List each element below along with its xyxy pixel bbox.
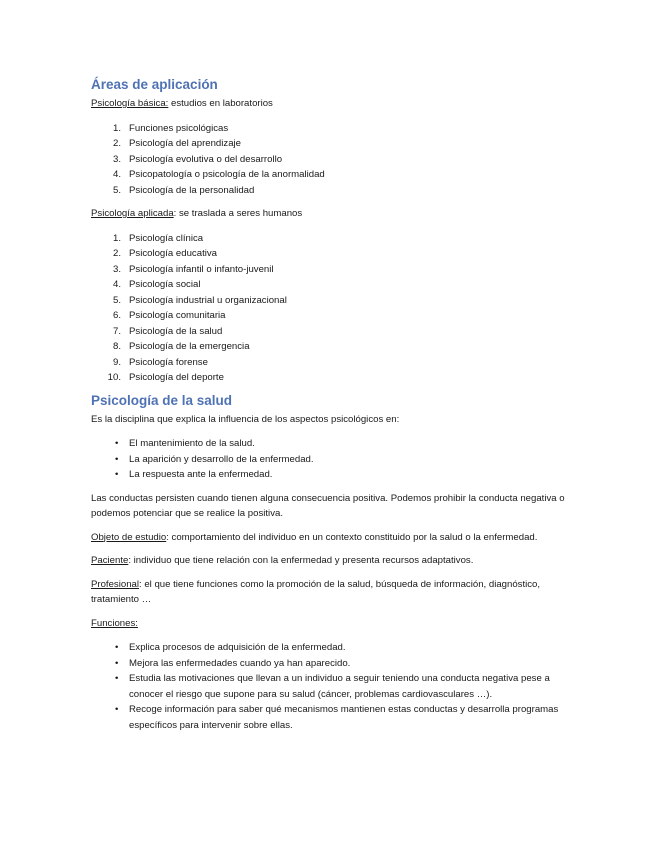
salud-bullets	[91, 436, 571, 483]
aplicada-list	[91, 231, 571, 386]
list-item: • Estudia las motivaciones que llevan a un individuo a seguir teniendo una conducta negativa pese a conocer el riesgo que supone para su salud (cáncer, problemas cardiovasculares …).	[115, 673, 550, 700]
funciones-list	[91, 640, 571, 733]
list-item: 1. Psicología clínica	[112, 232, 204, 244]
bullet-icon: •	[115, 673, 119, 684]
paciente-label: Paciente	[91, 555, 129, 566]
list-item: 4. Psicología social	[112, 279, 201, 290]
bullet-icon: •	[115, 453, 119, 465]
list-item: 3. Psicología infantil o infanto-juvenil	[112, 263, 274, 275]
list-item: • Recoge información para saber qué mecanismos mantienen estas conductas y desarrolla programas específicos para intervenir sobre ellas.	[115, 704, 559, 731]
aplicada-line	[91, 206, 571, 222]
list-item: 5. Psicología industrial u organizacional	[112, 294, 287, 306]
list-item: 3. Psicología evolutiva o del desarrollo	[112, 153, 283, 165]
list-item: • El mantenimiento de la salud.	[91, 436, 571, 452]
list-item: • La aparición y desarrollo de la enfermedad.	[91, 452, 571, 468]
basica-list	[91, 121, 571, 199]
heading-areas: Áreas de aplicación	[91, 77, 218, 92]
profesional-paragraph	[91, 577, 571, 608]
conductas-paragraph: Las conductas persisten cuando tienen alguna consecuencia positiva. Podemos prohibir la conducta negativa o podemos potenciar que se realice la positiva.	[91, 492, 565, 519]
list-item: 2. Psicología educativa	[112, 248, 217, 259]
list-item: • La respuesta ante la enfermedad.	[91, 467, 571, 483]
bullet-icon: •	[115, 642, 119, 653]
basica-text: estudios en laboratorios	[168, 98, 273, 109]
funciones-label: Funciones:	[91, 617, 138, 629]
aplicada-label: Psicología aplicada	[91, 208, 174, 219]
list-item: 6. Psicología comunitaria	[112, 310, 226, 321]
bullet-icon: •	[115, 438, 119, 449]
paciente-paragraph	[91, 553, 571, 569]
list-item: 1. Funciones psicológicas	[112, 122, 229, 134]
list-item: 2. Psicología del aprendizaje	[112, 138, 242, 149]
aplicada-text: : se traslada a seres humanos	[173, 208, 303, 219]
list-item: • Mejora las enfermedades cuando ya han aparecido.	[91, 656, 571, 672]
basica-label: Psicología básica:	[91, 98, 169, 109]
document-content	[91, 76, 571, 733]
bullet-icon: •	[115, 704, 119, 715]
list-item: 10. Psicología del deporte	[107, 372, 224, 383]
bullet-icon: •	[115, 657, 119, 669]
list-item: • Explica procesos de adquisición de la enfermedad.	[91, 640, 571, 656]
heading-salud: Psicología de la salud	[91, 392, 233, 408]
paciente-text: : individuo que tiene relación con la enfermedad y presenta recursos adaptativos.	[128, 555, 474, 566]
objeto-paragraph	[91, 530, 571, 546]
list-item: 9. Psicología forense	[112, 356, 208, 368]
basica-line	[91, 96, 571, 112]
list-item: 5. Psicología de la personalidad	[112, 184, 255, 196]
objeto-text: : comportamiento del individuo en un contexto constituido por la salud o la enfermedad.	[166, 531, 538, 543]
list-item: 7. Psicología de la salud	[112, 325, 223, 337]
list-item: 8. Psicología de la emergencia	[112, 341, 250, 352]
list-item: 4. Psicopatología o psicología de la anormalidad	[112, 169, 325, 180]
objeto-label: Objeto de estudio	[91, 531, 167, 543]
salud-intro: Es la disciplina que explica la influencia de los aspectos psicológicos en:	[91, 413, 400, 425]
profesional-text: : el que tiene funciones como la promoción de la salud, búsqueda de información, diagnóstico, tratamiento …	[91, 578, 541, 605]
profesional-label: Profesional	[91, 578, 139, 590]
bullet-icon: •	[115, 469, 119, 480]
